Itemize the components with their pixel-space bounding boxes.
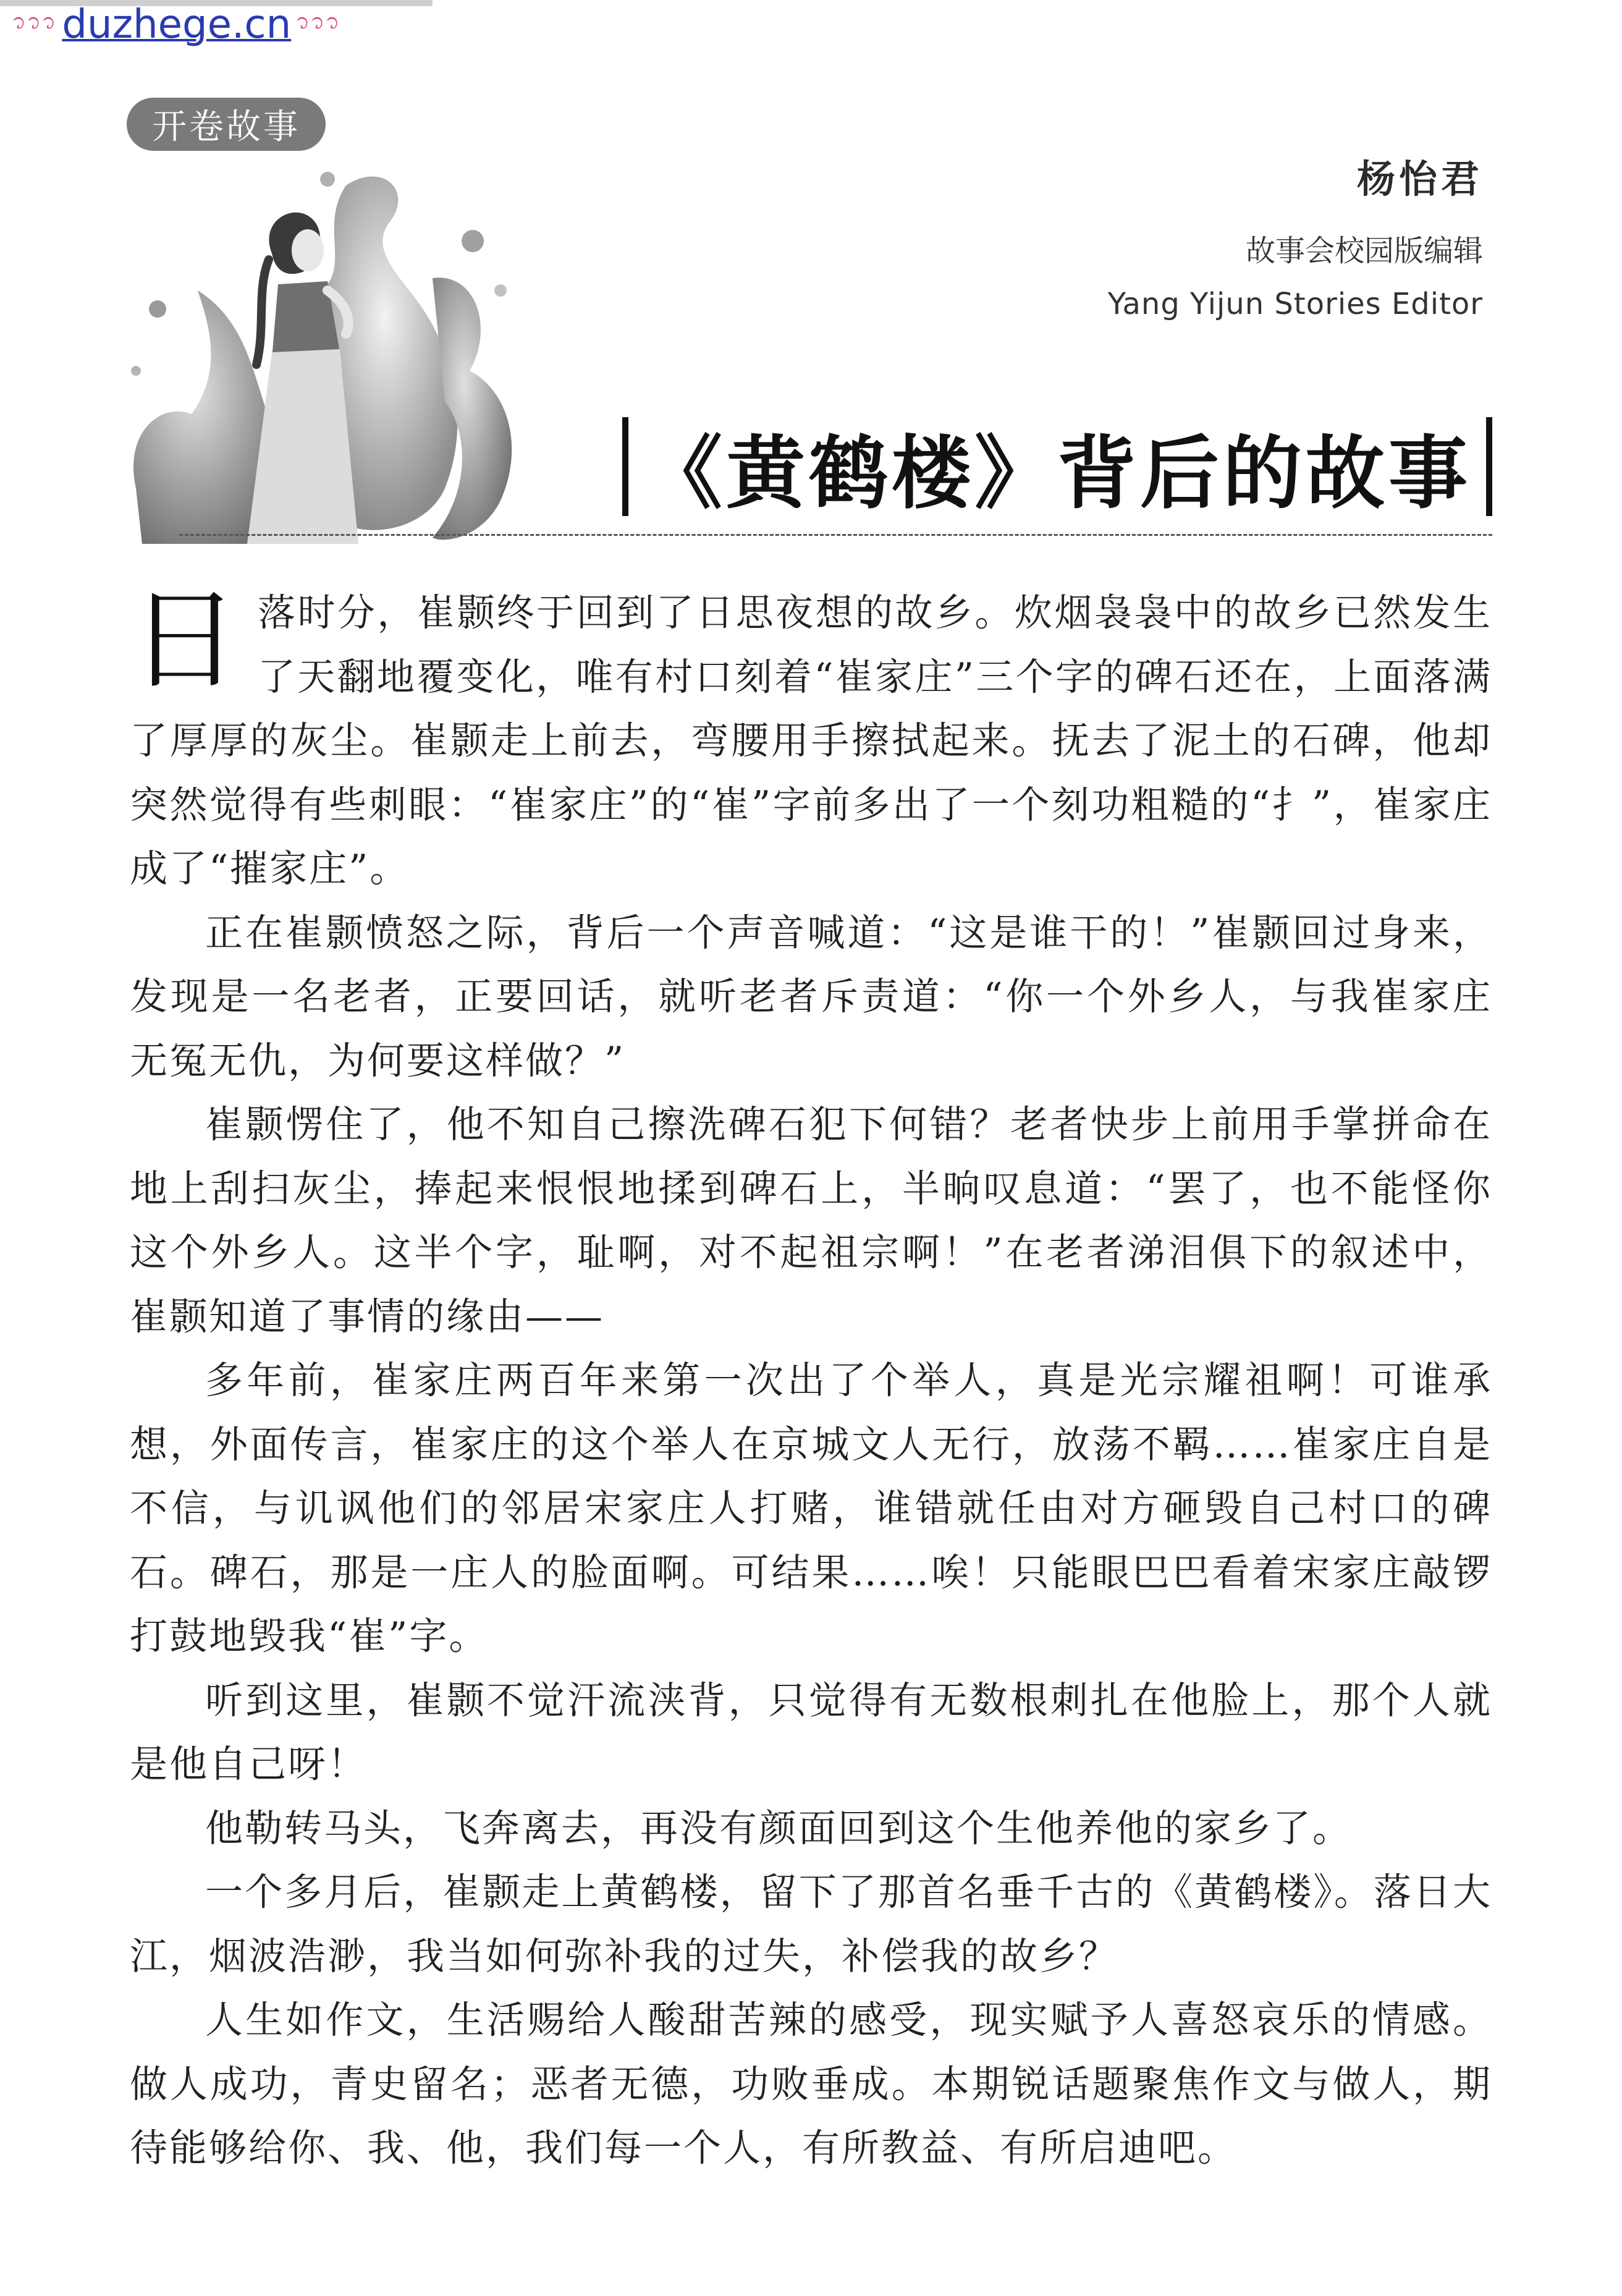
- article-title-bar: [622, 411, 1492, 522]
- drop-cap: 日: [130, 576, 242, 704]
- decorative-swirl-right: ᭡᭡᭡: [296, 9, 341, 34]
- paragraph-7: 一个多月后，崔颢走上黄鹤楼，留下了那首名垂千古的《黄鹤楼》。落日大江，烟波浩渺，我当如何弥补我的过失，补偿我的故乡？: [130, 1870, 1492, 1978]
- paragraph-4: 多年前，崔家庄两百年来第一次出了个举人，真是光宗耀祖啊！可谁承想，外面传言，崔家庄的这个举人在京城文人无行，放荡不羁……崔家庄自是不信，与讥讽他们的邻居宋家庄人打赌，谁错就任由对方砸毁自己村口的碑石。碑石，那是一庄人的脸面啊。可结果……唉！只能眼巴巴看着宋家庄敲锣打鼓地毁我“崔”字。: [130, 1358, 1492, 1658]
- paragraph-5: 听到这里，崔颢不觉汗流浃背，只觉得有无数根刺扎在他脸上，那个人就是他自己呀！: [130, 1678, 1492, 1786]
- paragraph-2: 正在崔颢愤怒之际，背后一个声音喊道：“这是谁干的！”崔颢回过身来，发现是一名老者，正要回话，就听老者斥责道：“你一个外乡人，与我崔家庄无冤无仇，为何要这样做？”: [130, 910, 1492, 1083]
- decorative-swirl-left: ᭡᭡᭡: [12, 9, 57, 34]
- site-header: [12, 0, 340, 49]
- title-divider: [179, 534, 1492, 536]
- title-right-rule: [1486, 417, 1492, 516]
- article-title: 《黄鹤楼》背后的故事: [643, 428, 1471, 520]
- author-block: [1108, 148, 1483, 321]
- paragraph-1: [130, 576, 1492, 901]
- paragraph-8: 人生如作文，生活赐给人酸甜苦辣的感受，现实赋予人喜怒哀乐的情感。做人成功，青史留名；恶者无德，功败垂成。本期锐话题聚焦作文与做人，期待能够给你、我、他，我们每一个人，有所教益、有所启迪吧。: [130, 1998, 1492, 2170]
- site-url-link[interactable]: duzhege.cn: [62, 2, 292, 48]
- title-left-rule: [622, 417, 628, 516]
- author-role-english: Yang Yijun Stories Editor: [1107, 287, 1483, 321]
- author-role: 故事会校园版编辑: [1245, 234, 1483, 268]
- girl-and-vase-illustration: [124, 167, 531, 544]
- paragraph-3: 崔颢愣住了，他不知自己擦洗碑石犯下何错？老者快步上前用手掌拼命在地上刮扫灰尘，捧起来恨恨地揉到碑石上，半晌叹息道：“罢了，也不能怪你这个外乡人。这半个字，耻啊，对不起祖宗啊！”在老者涕泪俱下的叙述中，崔颢知道了事情的缘由——: [130, 1103, 1492, 1339]
- paragraph-6: 他勒转马头，飞奔离去，再没有颜面回到这个生他养他的家乡了。: [205, 1806, 1353, 1850]
- article-body: [130, 576, 1492, 2180]
- author-name: 杨怡君: [1356, 156, 1483, 201]
- paragraph-1-text: 落时分，崔颢终于回到了日思夜想的故乡。炊烟袅袅中的故乡已然发生了天翻地覆变化，唯有村口刻着“崔家庄”三个字的碑石还在，上面落满了厚厚的灰尘。崔颢走上前去，弯腰用手擦拭起来。抚去了泥土的石碑，他却突然觉得有些刺眼：“崔家庄”的“崔”字前多出了一个刻功粗糙的“扌”，崔家庄成了“摧家庄”。: [130, 591, 1492, 891]
- column-tag: 开卷故事: [127, 98, 326, 151]
